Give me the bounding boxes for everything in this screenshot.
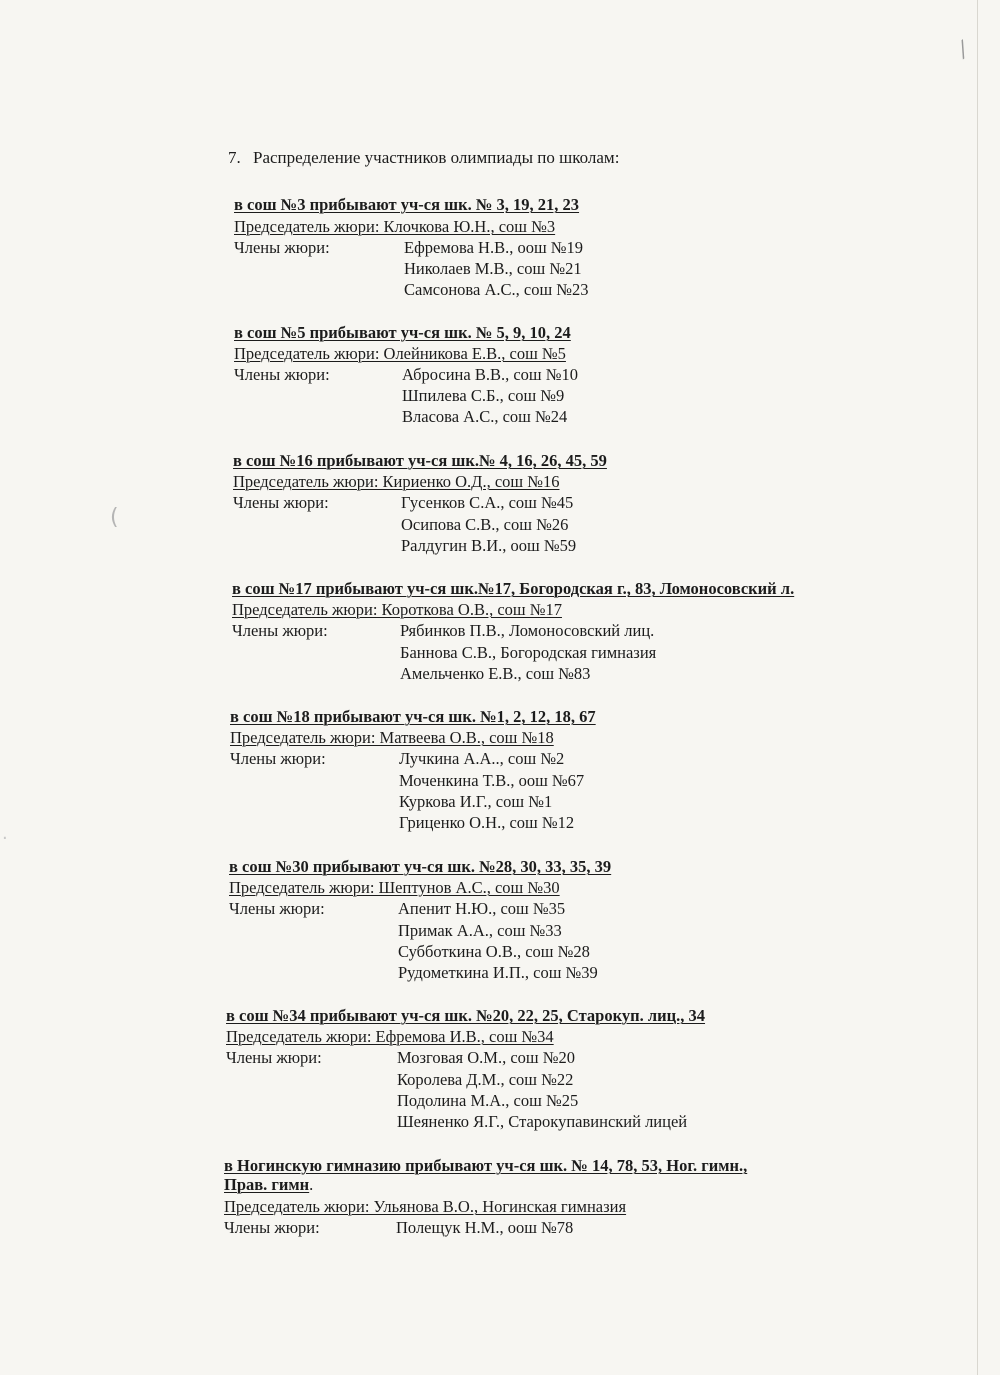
jury-member: Гриценко О.Н., сош №12 [399, 813, 575, 832]
jury-members-label: Члены жюри: [229, 899, 325, 918]
heading-number: 7. [228, 148, 241, 167]
jury-member: Апенит Н.Ю., сош №35 [398, 899, 566, 918]
jury-chair: Председатель жюри: Ефремова И.В., сош №34 [226, 1027, 554, 1046]
jury-member: Куркова И.Г., сош №1 [399, 792, 553, 811]
section-title: в сош №18 прибывают уч-ся шк. №1, 2, 12, 18, 67 [230, 707, 596, 726]
jury-member: Власова А.С., сош №24 [402, 407, 568, 426]
jury-member: Ефремова Н.В., оош №19 [404, 238, 584, 257]
jury-member: Лучкина А.А.., сош №2 [399, 749, 565, 768]
section-title: в сош №3 прибывают уч-ся шк. № 3, 19, 21, 23 [234, 195, 580, 214]
jury-member: Мозговая О.М., сош №20 [397, 1048, 575, 1067]
jury-member: Подолина М.А., сош №25 [397, 1091, 579, 1110]
jury-member: Осипова С.В., сош №26 [401, 515, 569, 534]
section-heading [228, 148, 619, 168]
jury-members-label: Члены жюри: [234, 238, 330, 257]
jury-member: Моченкина Т.В., оош №67 [399, 771, 585, 790]
jury-member: Королева Д.М., сош №22 [397, 1070, 574, 1089]
jury-members-label: Члены жюри: [233, 493, 329, 512]
pen-mark: ⁄ [955, 39, 973, 62]
jury-member: Субботкина О.В., сош №28 [398, 942, 590, 961]
jury-members-label: Члены жюри: [230, 749, 326, 768]
scan-edge [977, 0, 978, 1375]
jury-members-label: Члены жюри: [224, 1218, 320, 1237]
section-title-cont: Прав. гимн [224, 1175, 310, 1194]
jury-member: Гусенков С.А., сош №45 [401, 493, 574, 512]
section-title: в сош №34 прибывают уч-ся шк. №20, 22, 25, Старокуп. лиц., 34 [226, 1006, 706, 1025]
jury-member: Амельченко Е.В., сош №83 [400, 664, 591, 683]
jury-members-label: Члены жюри: [234, 365, 330, 384]
jury-members-label: Члены жюри: [226, 1048, 322, 1067]
section-title-cont-tail: . [309, 1175, 314, 1194]
jury-members-label: Члены жюри: [232, 621, 328, 640]
section-title: в сош №17 прибывают уч-ся шк.№17, Богородская г., 83, Ломоносовский л. [232, 579, 795, 598]
jury-member: Абросина В.В., сош №10 [402, 365, 578, 384]
section-title: в Ногинскую гимназию прибывают уч-ся шк. № 14, 78, 53, Ног. гимн., [224, 1156, 748, 1175]
section-title: в сош №5 прибывают уч-ся шк. № 5, 9, 10, 24 [234, 323, 571, 342]
jury-chair: Председатель жюри: Клочкова Ю.Н., сош №3 [234, 217, 556, 236]
heading-text: Распределение участников олимпиады по школам: [253, 148, 620, 167]
jury-chair: Председатель жюри: Ульянова В.О., Ногинская гимназия [224, 1197, 627, 1216]
jury-member: Рябинков П.В., Ломоносовский лиц. [400, 621, 655, 640]
jury-member: Полещук Н.М., оош №78 [396, 1218, 574, 1237]
jury-chair: Председатель жюри: Матвеева О.В., сош №18 [230, 728, 554, 747]
jury-member: Николаев М.В., сош №21 [404, 259, 582, 278]
jury-chair: Председатель жюри: Шептунов А.С., сош №30 [229, 878, 560, 897]
punch-hole-mark: ( [110, 505, 119, 530]
jury-member: Шеяненко Я.Г., Старокупавинский лицей [397, 1112, 688, 1131]
jury-chair: Председатель жюри: Олейникова Е.В., сош №5 [234, 344, 566, 363]
section-title: в сош №30 прибывают уч-ся шк. №28, 30, 33, 35, 39 [229, 857, 612, 876]
section-title-continuation [224, 1174, 313, 1195]
jury-member: Ралдугин В.И., оош №59 [401, 536, 577, 555]
jury-chair: Председатель жюри: Кириенко О.Д., сош №16 [233, 472, 560, 491]
jury-member: Баннова С.В., Богородская гимназия [400, 643, 657, 662]
jury-member: Примак А.А., сош №33 [398, 921, 562, 940]
scan-speck: · [2, 828, 8, 849]
jury-member: Шпилева С.Б., сош №9 [402, 386, 565, 405]
jury-member: Самсонова А.С., сош №23 [404, 280, 589, 299]
jury-chair: Председатель жюри: Короткова О.В., сош №17 [232, 600, 562, 619]
jury-member: Рудометкина И.П., сош №39 [398, 963, 598, 982]
section-title: в сош №16 прибывают уч-ся шк.№ 4, 16, 26, 45, 59 [233, 451, 607, 470]
